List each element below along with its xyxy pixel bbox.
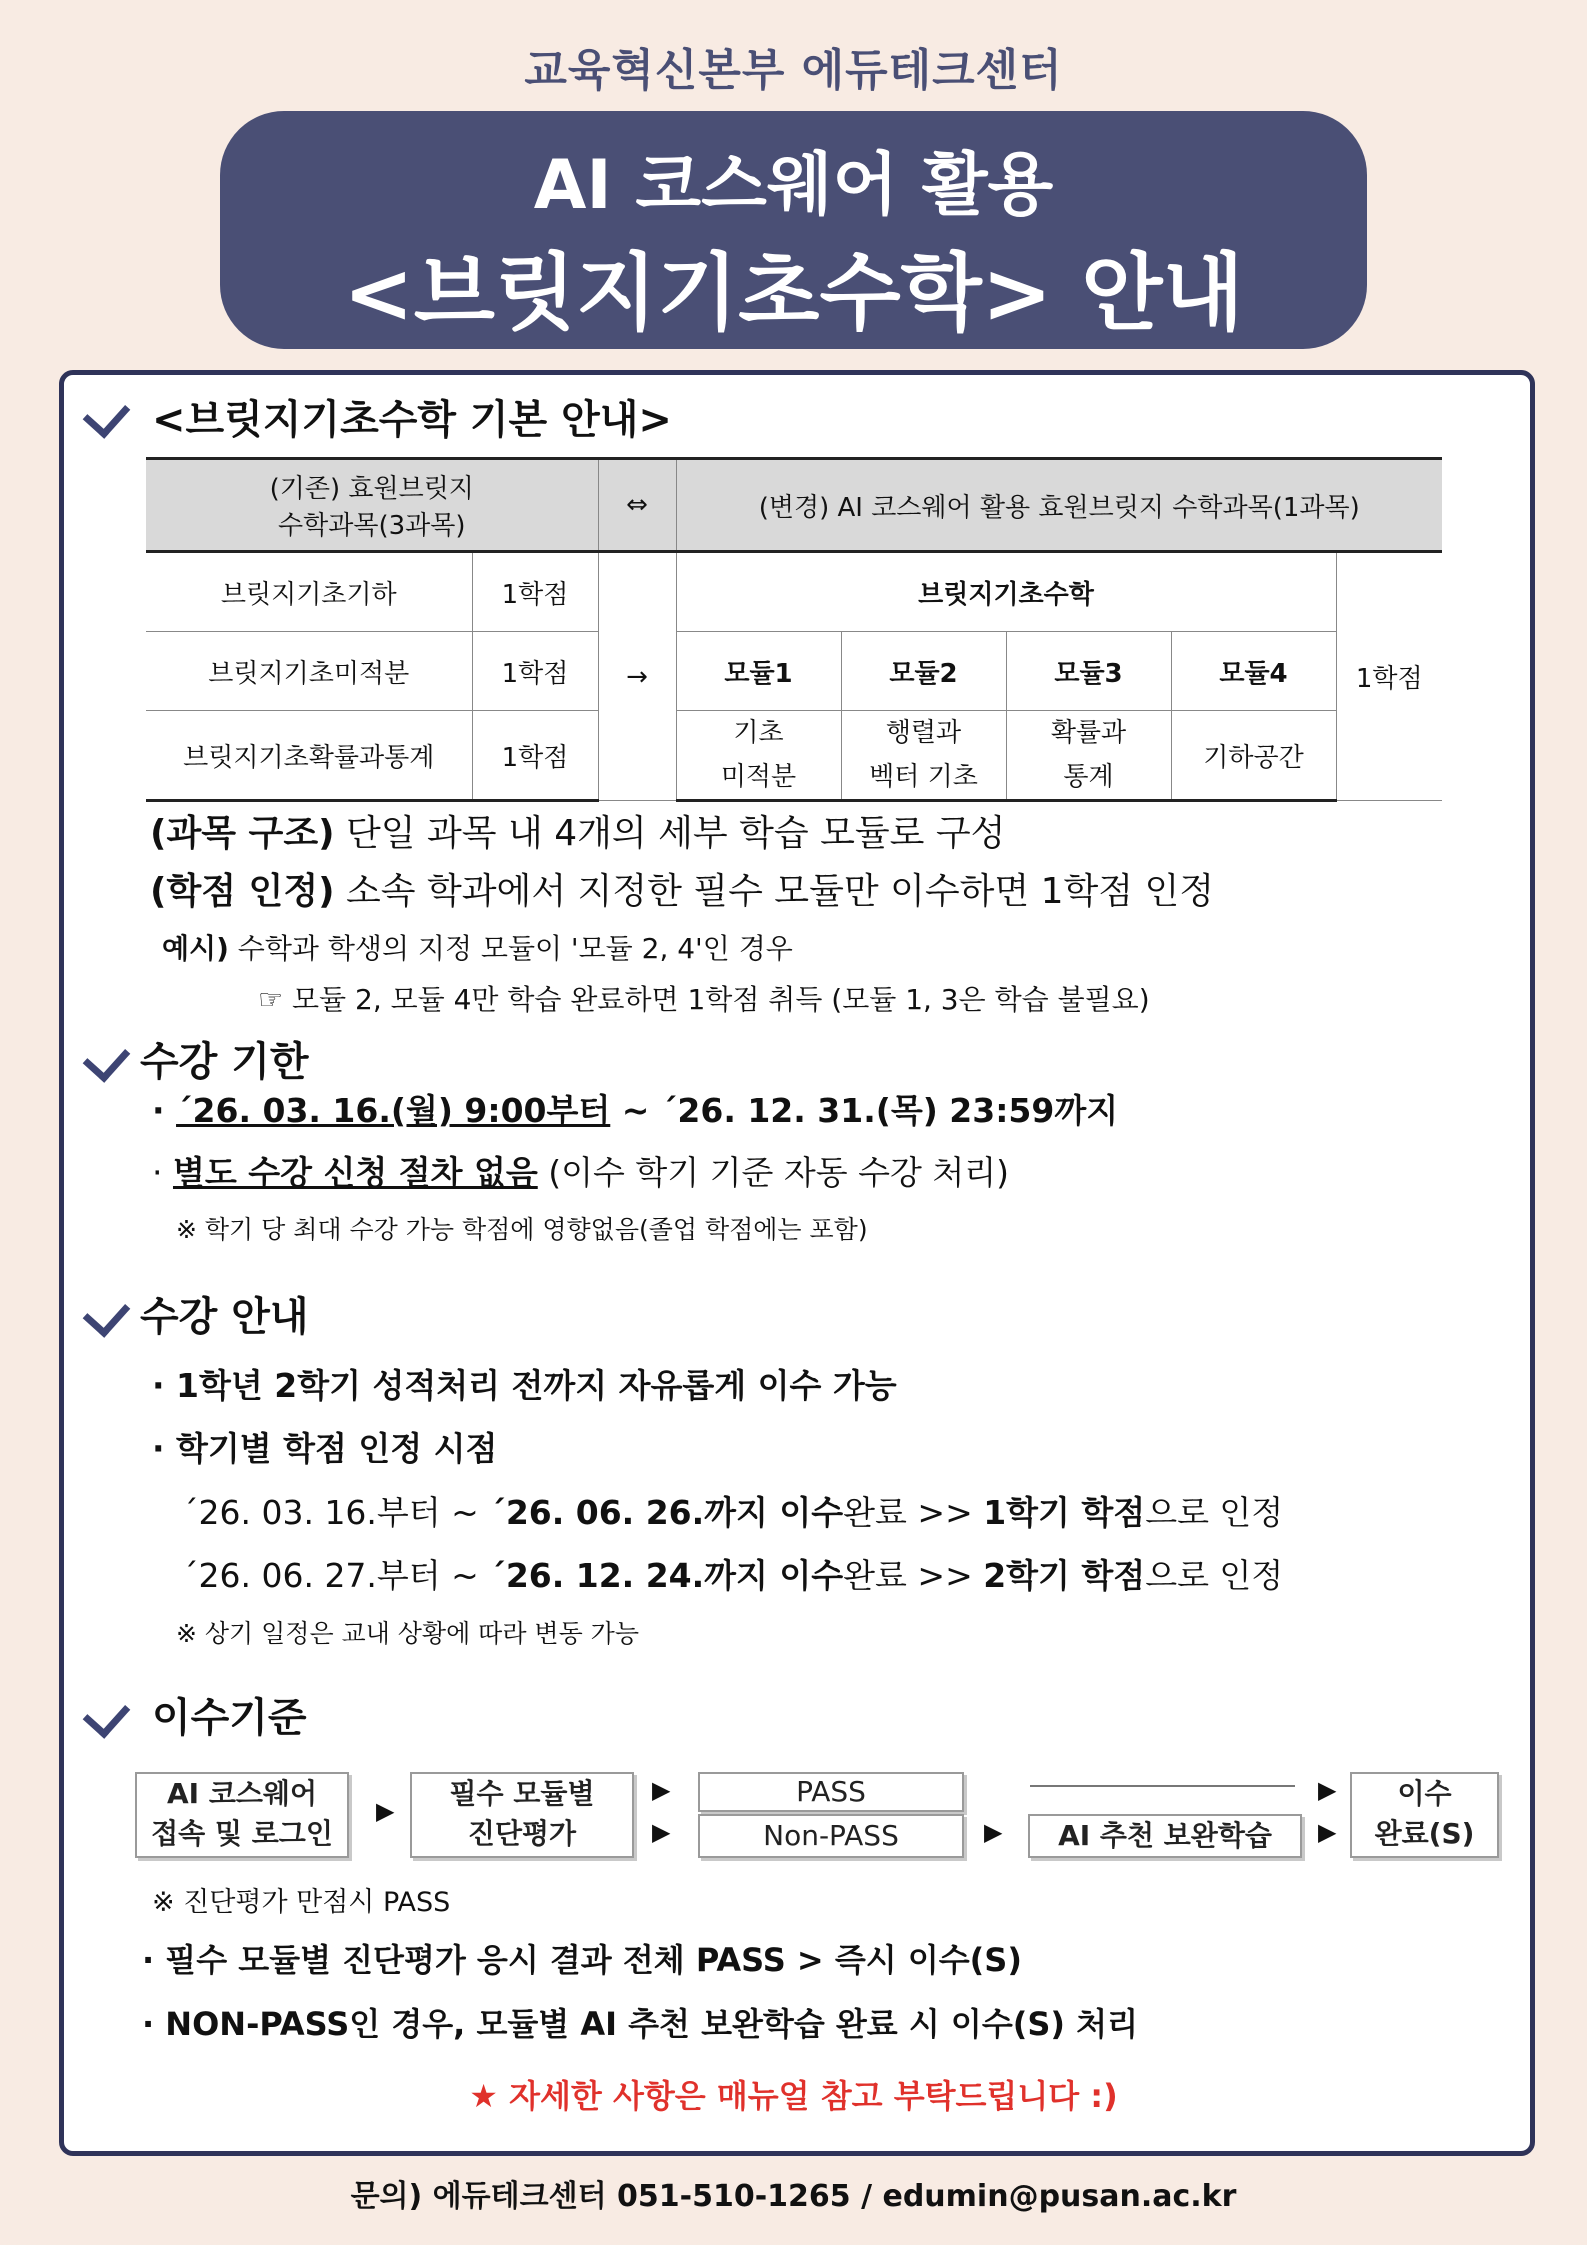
module-name: 모듈1 bbox=[676, 632, 841, 711]
criteria-rule-1: · 필수 모듈별 진단평가 응시 결과 전체 PASS > 즉시 이수(S) bbox=[142, 1941, 1022, 1979]
flow-arrow-icon: ▶ bbox=[652, 1818, 671, 1846]
credit-recognition-text: (학점 인정) 소속 학과에서 지정한 필수 모듈만 이수하면 1학점 인정 bbox=[150, 871, 1215, 912]
section-guide-title: 수강 안내 bbox=[140, 1294, 309, 1340]
title-line-2: <브릿지기초수학> 안내 bbox=[343, 244, 1244, 342]
guide-bullet-2: · 학기별 학점 인정 시점 bbox=[152, 1429, 498, 1468]
criteria-rule-2: · NON-PASS인 경우, 모듈별 AI 추천 보완학습 완료 시 이수(S) 처리 bbox=[142, 2005, 1139, 2043]
module-topic: 기하공간 bbox=[1171, 711, 1336, 801]
old-courses-header: (기존) 효원브릿지 수학과목(3과목) bbox=[146, 459, 598, 552]
module-topic: 확률과 통계 bbox=[1006, 711, 1171, 801]
no-registration-text: · 별도 수강 신청 절차 없음 (이수 학기 기준 자동 수강 처리) bbox=[152, 1153, 1009, 1192]
new-course-name: 브릿지기초수학 bbox=[676, 552, 1336, 632]
module-name: 모듈2 bbox=[841, 632, 1006, 711]
old-course-name: 브릿지기초미적분 bbox=[146, 632, 472, 711]
old-course-credit: 1학점 bbox=[472, 552, 598, 632]
section-period-title: 수강 기한 bbox=[140, 1039, 309, 1085]
module-topic: 기초 미적분 bbox=[676, 711, 841, 801]
title-line-1: AI 코스웨어 활용 bbox=[533, 146, 1054, 225]
guide-note: ※ 상기 일정은 교내 상황에 따라 변동 가능 bbox=[176, 1619, 639, 1648]
contact-footer: 문의) 에듀테크센터 051-510-1265 / edumin@pusan.ac.kr bbox=[350, 2179, 1237, 2214]
old-course-name: 브릿지기초기하 bbox=[146, 552, 472, 632]
flow-arrow-icon: ▶ bbox=[652, 1776, 671, 1804]
example-result-text: ☞ 모듈 2, 모듈 4만 학습 완료하면 1학점 취득 (모듈 1, 3은 학습 불필요) bbox=[258, 983, 1150, 1016]
diagnostic-note: ※ 진단평가 만점시 PASS bbox=[152, 1887, 451, 1918]
flow-nonpass-box: Non-PASS bbox=[698, 1814, 964, 1858]
period-dates: · ´26. 03. 16.(월) 9:00부터 ~ ´26. 12. 31.(목) 23:59까지 bbox=[152, 1091, 1119, 1130]
old-course-credit: 1학점 bbox=[472, 711, 598, 801]
title-banner bbox=[220, 111, 1367, 349]
arrow-icon: → bbox=[598, 552, 676, 801]
semester2-credit-row: ´26. 06. 27.부터 ~ ´26. 12. 24.까지 이수완료 >> 2학기 학점으로 인정 bbox=[182, 1556, 1284, 1595]
course-comparison-table bbox=[146, 457, 1442, 802]
period-note: ※ 학기 당 최대 수강 가능 학점에 영향없음(졸업 학점에는 포함) bbox=[176, 1215, 868, 1244]
swap-icon: ⇔ bbox=[598, 459, 676, 552]
flow-arrow-icon: ▶ bbox=[1318, 1776, 1337, 1804]
new-course-header: (변경) AI 코스웨어 활용 효원브릿지 수학과목(1과목) bbox=[676, 459, 1442, 552]
old-course-name: 브릿지기초확률과통계 bbox=[146, 711, 472, 801]
flow-pass-box: PASS bbox=[698, 1772, 964, 1812]
module-name: 모듈4 bbox=[1171, 632, 1336, 711]
flow-step-login: AI 코스웨어 접속 및 로그인 bbox=[135, 1772, 349, 1858]
example-text: 예시) 수학과 학생의 지정 모듈이 '모듈 2, 4'인 경우 bbox=[162, 932, 793, 965]
section-basic-info-title: <브릿지기초수학 기본 안내> bbox=[152, 397, 672, 443]
manual-notice: ★ 자세한 사항은 매뉴얼 참고 부탁드립니다 :) bbox=[469, 2077, 1118, 2115]
semester1-credit-row: ´26. 03. 16.부터 ~ ´26. 06. 26.까지 이수완료 >> 1학기 학점으로 인정 bbox=[182, 1493, 1284, 1532]
organization-name: 교육혁신본부 에듀테크센터 bbox=[524, 45, 1063, 96]
old-course-credit: 1학점 bbox=[472, 632, 598, 711]
flow-step-diagnostic: 필수 모듈별 진단평가 bbox=[410, 1772, 634, 1858]
section-criteria-title: 이수기준 bbox=[152, 1695, 307, 1741]
module-topic: 행렬과 벡터 기초 bbox=[841, 711, 1006, 801]
module-name: 모듈3 bbox=[1006, 632, 1171, 711]
flow-remedial-box: AI 추천 보완학습 bbox=[1028, 1814, 1302, 1858]
course-structure-text: (과목 구조) 단일 과목 내 4개의 세부 학습 모듈로 구성 bbox=[150, 813, 1006, 854]
flow-pass-line bbox=[1030, 1785, 1295, 1787]
guide-bullet-1: · 1학년 2학기 성적처리 전까지 자유롭게 이수 가능 bbox=[152, 1366, 897, 1405]
flow-arrow-icon: ▶ bbox=[984, 1818, 1003, 1846]
flow-complete-box: 이수 완료(S) bbox=[1350, 1772, 1499, 1858]
flow-arrow-icon: ▶ bbox=[1318, 1818, 1337, 1846]
new-course-credit: 1학점 bbox=[1336, 552, 1442, 801]
flow-arrow-icon: ▶ bbox=[376, 1797, 395, 1825]
